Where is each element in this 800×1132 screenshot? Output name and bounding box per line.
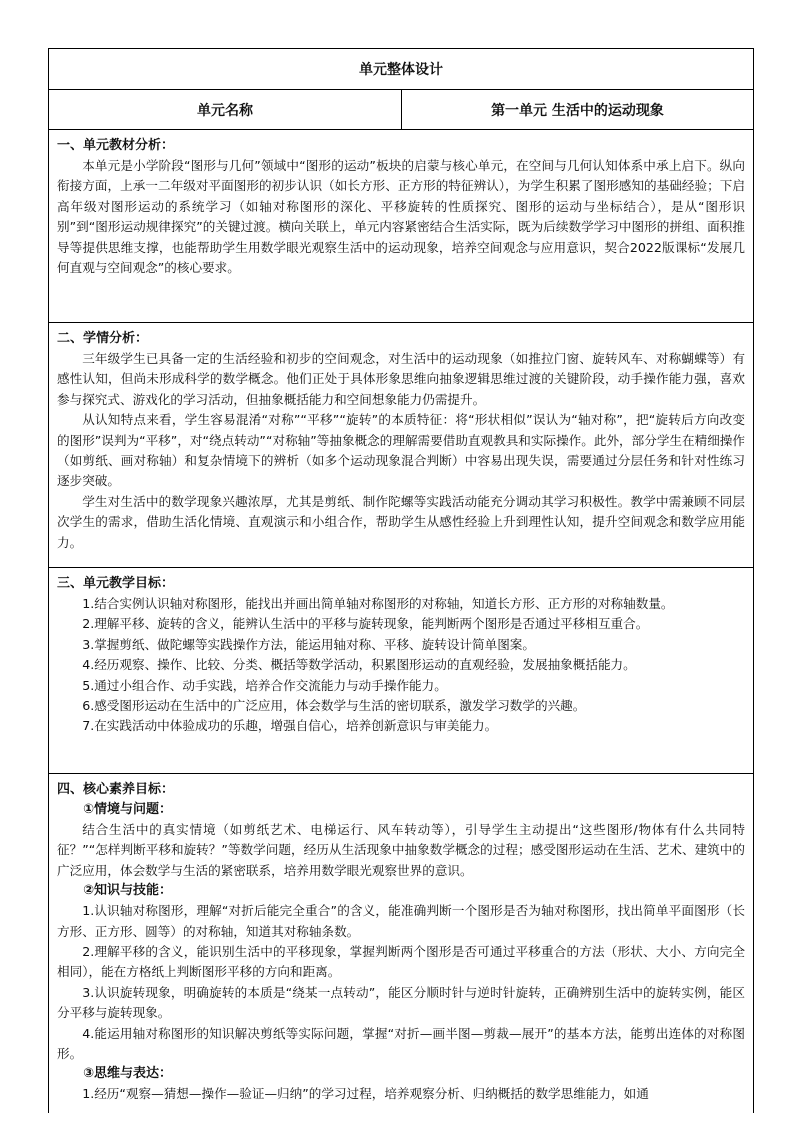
goal-item: 4.经历观察、操作、比较、分类、概括等数学活动，积累图形运动的直观经验，发展抽象概括能力。 [82,657,636,673]
subheading-thinking: ③思维与表达： [83,1066,173,1082]
subheading-context: ①情境与问题： [83,802,173,817]
section-heading: 一、单元教材分析： [57,138,175,153]
paragraph: 4.能运用轴对称图形的知识解决剪纸等实际问题，掌握“对折—画半图—剪裁—展开”的基本方法，能剪出连体的对称图形。 [57,1025,745,1062]
paragraph: 3.认识旋转现象，明确旋转的本质是“绕某一点转动”，能区分顺时针与逆时针旋转，正确辨别生活中的旋转实例，能区分平移与旋转现象。 [57,984,745,1021]
paragraph: 结合生活中的真实情境（如剪纸艺术、电梯运行、风车转动等），引导学生主动提出“这些图形/物体有什么共同特征？”“怎样判断平移和旋转？”等数学问题，经历从生活现象中抽象数学概念的过程；感受图形运动在生活、艺术、建筑中的广泛应用，体会数学与生活的紧密联系，培养用数学眼光观察世界的意识。 [57,822,745,878]
section-heading: 二、学情分析： [57,331,149,346]
paragraph: 1.经历“观察—猜想—操作—验证—归纳”的学习过程，培养观察分析、归纳概括的数学思维能力，如通 [82,1086,649,1102]
paragraph: 本单元是小学阶段“图形与几何”领域中“图形的运动”板块的启蒙与核心单元，在空间与几何认知体系中承上启下。纵向衔接方面，上承一二年级对平面图形的初步认识（如长方形、正方形的特征辨认），为学生积累了图形感知的基础经验；下启高年级对图形运动的系统学习（如轴对称图形的深化、平移旋转的性质探究、图形的运动与坐标结合），是从“图形识别”到“图形运动规律探究”的关键过渡。横向关联上，单元内容紧密结合生活实际，既为后续数学学习中图形的拼组、面积推导等提供思维支撑，也能帮助学生用数学眼光观察生活中的运动现象，培养空间观念与应用意识，契合2022版课标“发展几何直观与空间观念”的核心要求。 [57,158,745,276]
section-textbook-analysis [49,130,754,323]
section-heading: 三、单元教学目标： [57,576,175,591]
goal-item: 1.结合实例认识轴对称图形，能找出并画出简单轴对称图形的对称轴，知道长方形、正方形的对称轴数量。 [82,596,674,611]
paragraph: 学生对生活中的数学现象兴趣浓厚，尤其是剪纸、制作陀螺等实践活动能充分调动其学习积极性。教学中需兼顾不同层次学生的需求，借助生活化情境、直观演示和小组合作，帮助学生从感性经验上升到理性认知，提升空间观念和数学应用能力。 [57,493,745,550]
paragraph: 从认知特点来看，学生容易混淆“对称”“平移”“旋转”的本质特征：将“形状相似”误认为“轴对称”，把“旋转后方向改变的图形”误判为“平移”，对“绕点转动”“对称轴”等抽象概念的理解需要借助直观教具和实际操作。此外，部分学生在精细操作（如剪纸、画对称轴）和复杂情境下的辨析（如多个运动现象混合判断）中容易出现失误，需要通过分层任务和针对性练习逐步突破。 [57,412,745,489]
section-teaching-goals [49,568,754,774]
goal-item: 7.在实践活动中体验成功的乐趣，增强自信心，培养创新意识与审美能力。 [82,718,498,734]
unit-name-label: 单元名称 [49,90,402,130]
goal-item: 6.感受图形运动在生活中的广泛应用，体会数学与生活的密切联系，激发学习数学的兴趣。 [82,698,586,714]
table-title: 单元整体设计 [49,49,754,90]
section-heading: 四、核心素养目标： [57,782,175,797]
unit-design-sheet [48,48,753,1113]
subheading-knowledge: ②知识与技能： [83,883,173,899]
unit-design-table [48,48,754,1113]
section-core-competency [49,774,754,1113]
section-student-analysis [49,323,754,568]
paragraph: 三年级学生已具备一定的生活经验和初步的空间观念，对生活中的运动现象（如推拉门窗、旋转风车、对称蝴蝶等）有感性认知，但尚未形成科学的数学概念。他们正处于具体形象思维向抽象逻辑思维过渡的关键阶段，动手操作能力强，喜欢参与探究式、游戏化的学习活动，但抽象概括能力和空间想象能力仍需提升。 [57,351,745,407]
goal-item: 5.通过小组合作、动手实践，培养合作交流能力与动手操作能力。 [82,677,447,693]
goal-item: 3.掌握剪纸、做陀螺等实践操作方法，能运用轴对称、平移、旋转设计简单图案。 [82,636,535,652]
paragraph: 2.理解平移的含义，能识别生活中的平移现象，掌握判断两个图形是否可通过平移重合的方法（形状、大小、方向完全相同），能在方格纸上判断图形平移的方向和距离。 [57,944,745,980]
goal-item: 2.理解平移、旋转的含义，能辨认生活中的平移与旋转现象，能判断两个图形是否通过平移相互重合。 [82,616,649,632]
unit-name-value: 第一单元 生活中的运动现象 [402,90,754,130]
paragraph: 1.认识轴对称图形，理解“对折后能完全重合”的含义，能准确判断一个图形是否为轴对称图形，找出简单平面图形（长方形、正方形、圆等）的对称轴，知道其对称轴条数。 [57,903,745,939]
